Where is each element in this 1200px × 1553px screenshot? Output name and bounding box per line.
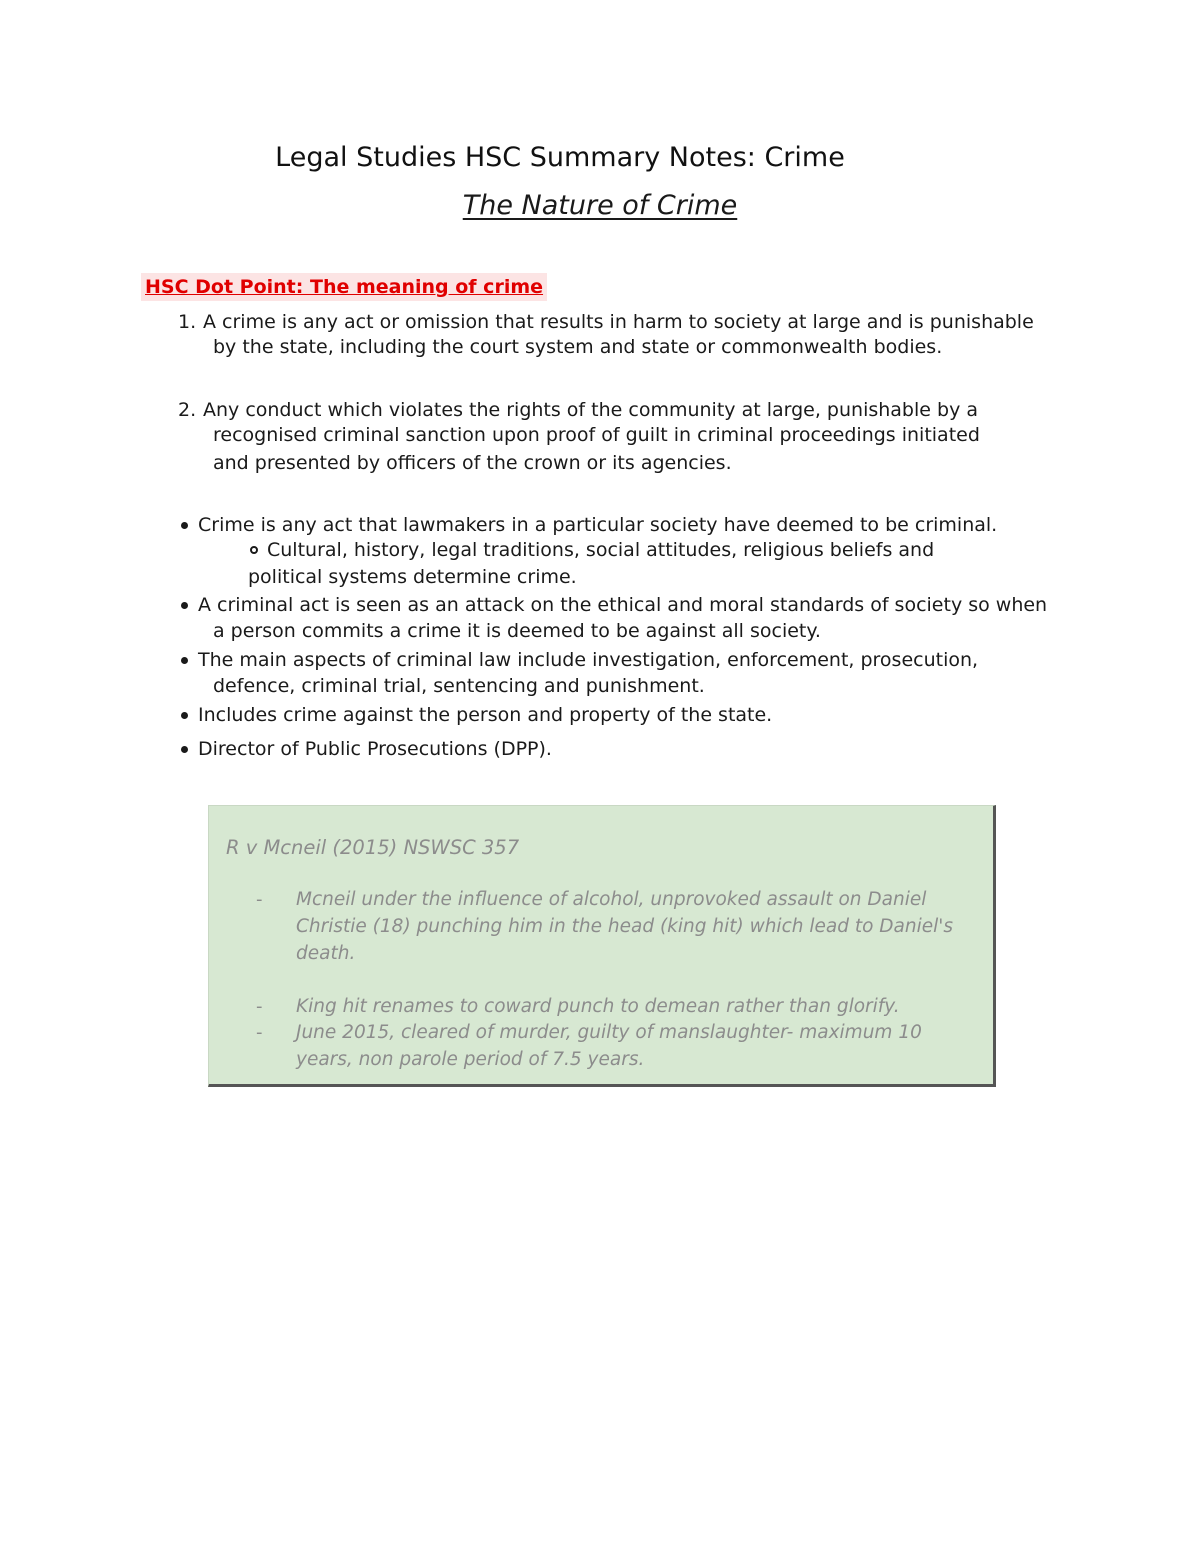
bullet-marker — [181, 712, 188, 719]
case-line: years, non parole period of 7.5 years. — [296, 1049, 645, 1070]
bullet-line: The main aspects of criminal law include investigation, enforcement, prosecution, — [198, 649, 979, 671]
case-line: Christie (18) punching him in the head (king hit) which lead to Daniel's — [296, 916, 953, 937]
subtitle-text: The Nature of Crime — [462, 190, 738, 221]
sub-bullet-line: Cultural, history, legal traditions, social attitudes, religious beliefs and — [267, 539, 935, 561]
document-subtitle — [0, 188, 1200, 224]
bullet-line: A criminal act is seen as an attack on the ethical and moral standards of society so when — [198, 594, 1048, 616]
item-number: 2. — [178, 399, 197, 421]
item-line: Any conduct which violates the rights of the community at large, punishable by a — [203, 399, 978, 421]
bullet-marker — [181, 746, 188, 753]
bullet-line: a person commits a crime it is deemed to be against all society. — [213, 620, 821, 642]
case-line: death. — [296, 943, 356, 964]
bullet-line: Crime is any act that lawmakers in a particular society have deemed to be criminal. — [198, 514, 998, 536]
bullet-line: Director of Public Prosecutions (DPP). — [198, 738, 552, 760]
bullet-marker — [181, 522, 188, 529]
bullet-line: defence, criminal trial, sentencing and punishment. — [213, 675, 705, 697]
bullet-marker — [181, 657, 188, 664]
dash-marker: - — [256, 1022, 263, 1043]
dash-marker: - — [256, 996, 263, 1017]
case-study-box — [208, 805, 996, 1087]
dot-point-heading: HSC Dot Point: The meaning of crime — [141, 273, 547, 301]
dash-marker: - — [256, 889, 263, 910]
sub-bullet-marker — [250, 546, 258, 554]
item-line: recognised criminal sanction upon proof of guilt in criminal proceedings initiated — [213, 424, 980, 446]
bullet-marker — [181, 602, 188, 609]
item-line: A crime is any act or omission that results in harm to society at large and is punishable — [203, 311, 1034, 333]
case-line: Mcneil under the influence of alcohol, unprovoked assault on Daniel — [296, 889, 927, 910]
case-line: King hit renames to coward punch to demean rather than glorify. — [296, 996, 900, 1017]
bullet-line: Includes crime against the person and property of the state. — [198, 704, 773, 726]
item-number: 1. — [178, 311, 197, 333]
sub-bullet-line: political systems determine crime. — [248, 566, 577, 588]
case-title: R v Mcneil (2015) NSWSC 357 — [226, 836, 520, 859]
item-line: by the state, including the court system and state or commonwealth bodies. — [213, 336, 943, 358]
case-line: June 2015, cleared of murder, guilty of manslaughter- maximum 10 — [296, 1022, 922, 1043]
item-line: and presented by officers of the crown or its agencies. — [213, 452, 732, 474]
document-title: Legal Studies HSC Summary Notes: Crime — [275, 142, 845, 173]
